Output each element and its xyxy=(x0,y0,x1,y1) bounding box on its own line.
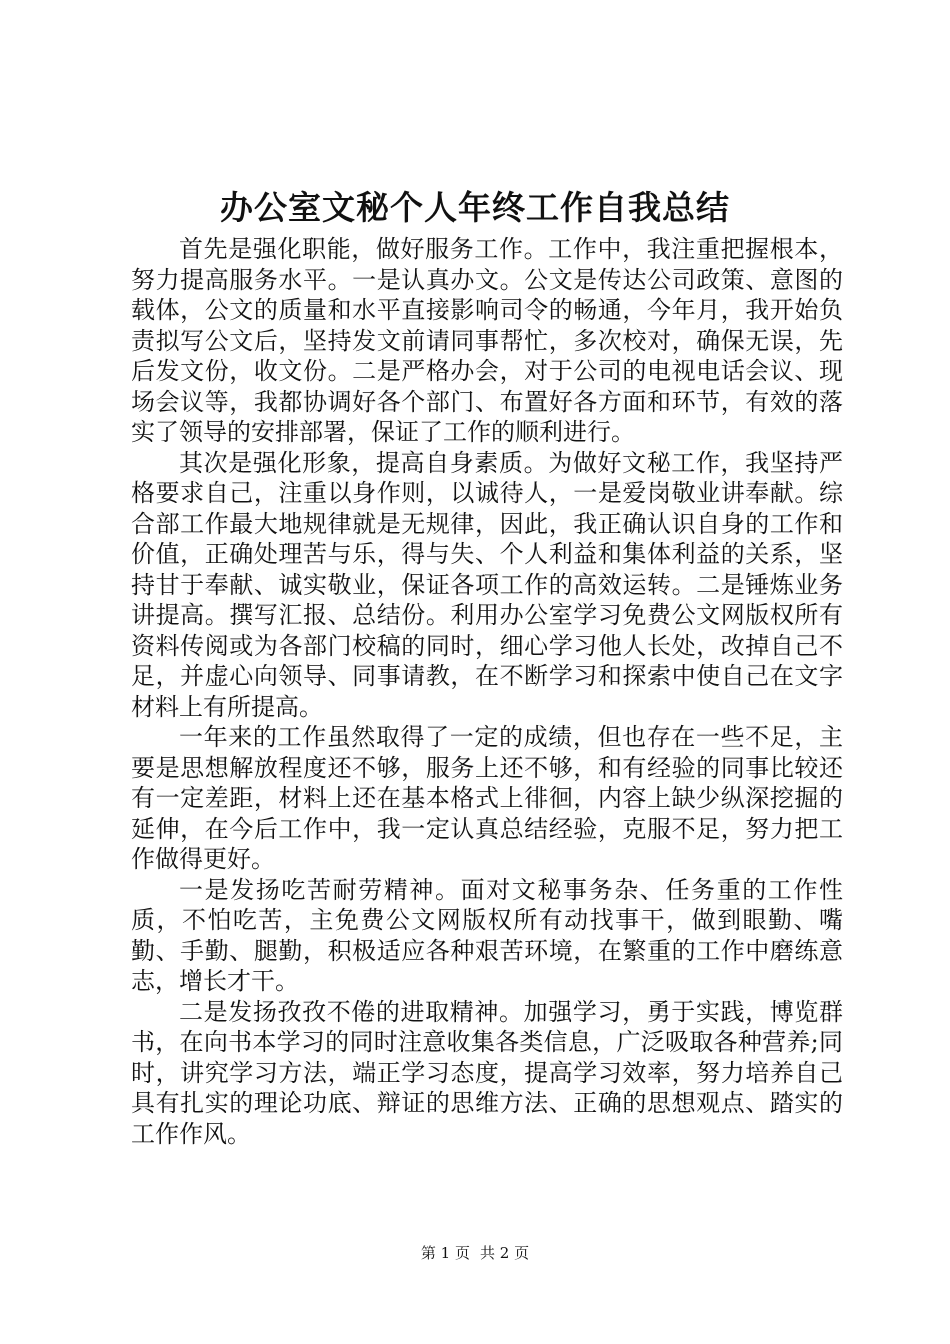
paragraph: 首先是强化职能，做好服务工作。工作中，我注重把握根本，努力提高服务水平。一是认真办文。公文是传达公司政策、意图的载体，公文的质量和水平直接影响司令的畅通，今年月，我开始负责拟写公文后，坚持发文前请同事帮忙，多次校对，确保无误，先后发文份，收文份。二是严格办会，对于公司的电视电话会议、现场会议等，我都协调好各个部门、布置好各方面和环节，有效的落实了领导的安排部署，保证了工作的顺利进行。 xyxy=(131,235,843,446)
paragraph: 二是发扬孜孜不倦的进取精神。加强学习，勇于实践，博览群书，在向书本学习的同时注意收集各类信息，广泛吸取各种营养;同时，讲究学习方法，端正学习态度，提高学习效率，努力培养自己具有扎实的理论功底、辩证的思维方法、正确的思想观点、踏实的工作作风。 xyxy=(131,997,843,1148)
page-total: 共 2 页 xyxy=(480,1244,530,1262)
page-number: 第 1 页 xyxy=(420,1244,470,1262)
document-body xyxy=(131,234,843,1149)
paragraph: 一是发扬吃苦耐劳精神。面对文秘事务杂、任务重的工作性质，不怕吃苦，主免费公文网版权所有动找事干，做到眼勤、嘴勤、手勤、腿勤，积极适应各种艰苦环境，在繁重的工作中磨练意志，增长才干。 xyxy=(131,875,843,995)
page-footer xyxy=(0,1243,950,1263)
paragraph: 其次是强化形象，提高自身素质。为做好文秘工作，我坚持严格要求自己，注重以身作则，以诚待人，一是爱岗敬业讲奉献。综合部工作最大地规律就是无规律，因此，我正确认识自身的工作和价值，正确处理苦与乐，得与失、个人利益和集体利益的关系，坚持甘于奉献、诚实敬业，保证各项工作的高效运转。二是锤炼业务讲提高。撰写汇报、总结份。利用办公室学习免费公文网版权所有资料传阅或为各部门校稿的同时，细心学习他人长处，改掉自己不足，并虚心向领导、同事请教，在不断学习和探索中使自己在文字材料上有所提高。 xyxy=(131,448,843,721)
document-title: 办公室文秘个人年终工作自我总结 xyxy=(220,188,730,227)
paragraph: 一年来的工作虽然取得了一定的成绩，但也存在一些不足，主要是思想解放程度还不够，服务上还不够，和有经验的同事比较还有一定差距，材料上还在基本格式上徘徊，内容上缺少纵深挖掘的延伸，在今后工作中，我一定认真总结经验，克服不足，努力把工作做得更好。 xyxy=(131,723,843,873)
